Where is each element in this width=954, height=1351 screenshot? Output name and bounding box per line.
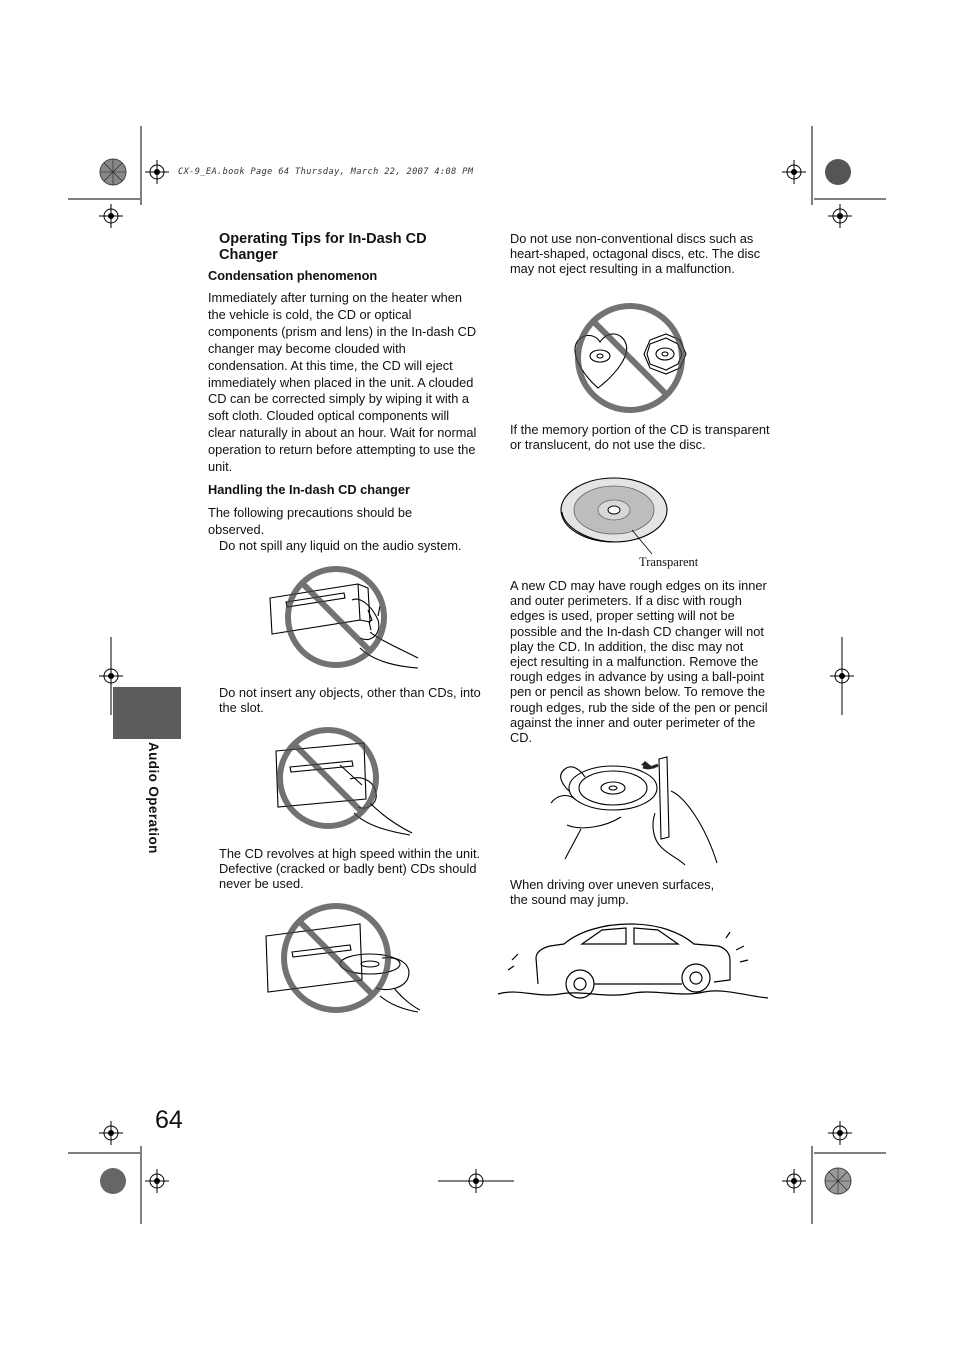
nonconventional-disc-text: Do not use non-conventional discs such as heart-shaped, octagonal discs, etc. The disc may not eject resulting in a malfunction.	[510, 231, 761, 277]
defective-cd-illustration	[262, 902, 422, 1014]
precaution-objects: Do not insert any objects, other than CDs, into the slot.	[219, 685, 481, 716]
handling-heading: Handling the In-dash CD changer	[208, 482, 410, 497]
section-title: Operating Tips for In-Dash CD Changer	[219, 231, 427, 263]
no-liquid-illustration	[260, 562, 420, 674]
transparent-label: Transparent	[639, 555, 699, 569]
condensation-body: Immediately after turning on the heater when the vehicle is cold, the CD or optical components (prism and lens) in the In-dash CD changer may become clouded with condensation. At this time, the CD will eject immediately when placed in the unit. A clouded CD can be corrected simply by wiping it with a soft cloth. Clouded optical components will clear naturally in about an hour. Wait for normal operation to return before attempting to use the unit.	[208, 290, 477, 475]
rough-edges-illustration	[545, 755, 723, 870]
section-tab-label: Audio Operation	[146, 742, 161, 854]
no-objects-illustration	[270, 725, 420, 837]
precaution-liquid: Do not spill any liquid on the audio system.	[219, 538, 462, 553]
page-number: 64	[155, 1106, 183, 1134]
rough-edges-text: A new CD may have rough edges on its inner and outer perimeters. If a disc with rough edges is used, proper setting will not be possible and the In-dash CD changer will not play the CD. In addition, the disc may not eject resulting in a malfunction. Remove the rough edges in advance by using a ball-point pen or pencil as shown below. To remove the rough edges, rub the side of the pen or pencil against the inner and outer perimeter of the CD.	[510, 578, 768, 746]
print-info-line: CX-9_EA.book Page 64 Thursday, March 22, 2007 4:08 PM	[178, 167, 474, 177]
handling-intro: The following precautions should be observed.	[208, 505, 413, 537]
precaution-defective: The CD revolves at high speed within the unit. Defective (cracked or badly bent) CDs should never be used.	[219, 846, 481, 892]
uneven-surface-line2: the sound may jump.	[510, 892, 629, 907]
uneven-surface-line1: When driving over uneven surfaces,	[510, 877, 715, 892]
section-marker-block	[113, 687, 181, 739]
condensation-heading: Condensation phenomenon	[208, 268, 378, 283]
nonconventional-disc-illustration	[570, 302, 695, 414]
car-uneven-road-illustration	[498, 914, 770, 1002]
transparent-disc-text: If the memory portion of the CD is transparent or translucent, do not use the disc.	[510, 422, 770, 453]
